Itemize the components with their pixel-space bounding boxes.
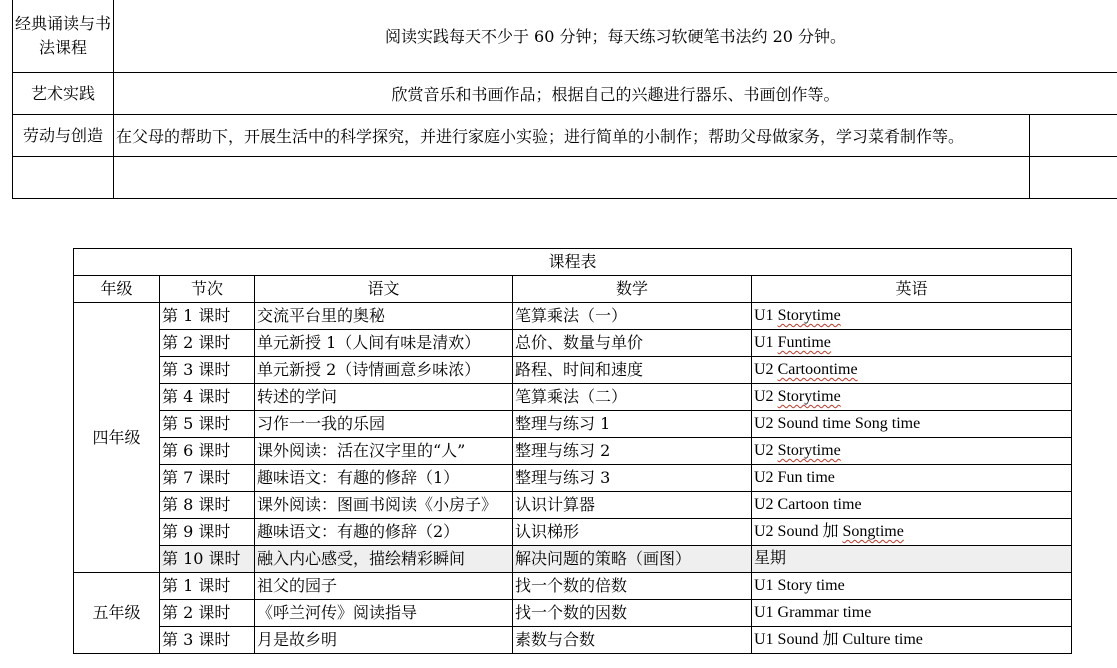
schedule-header-row xyxy=(74,276,1072,303)
activity-row xyxy=(13,0,1117,73)
activity-label: 艺术实践 xyxy=(13,73,114,115)
header-chinese: 语文 xyxy=(255,276,513,303)
english-text: U1 Sound 加 Culture time xyxy=(754,631,923,648)
english-text: U2 xyxy=(754,361,778,378)
activity-label xyxy=(13,157,114,199)
english-spellcheck-text: Cartoontime xyxy=(777,361,858,378)
english-spellcheck-text: Funtime xyxy=(777,334,831,351)
english-cell xyxy=(752,600,1072,627)
period-cell: 第 1 课时 xyxy=(160,573,255,600)
header-period: 节次 xyxy=(160,276,255,303)
chinese-cell: 趣味语文：有趣的修辞（2） xyxy=(255,519,513,546)
english-text: U2 Fun time xyxy=(754,469,835,486)
math-cell: 整理与练习 1 xyxy=(513,411,752,438)
period-cell: 第 10 课时 xyxy=(160,546,255,573)
table-row xyxy=(74,600,1072,627)
period-cell: 第 8 课时 xyxy=(160,492,255,519)
schedule-title: 课程表 xyxy=(74,249,1072,276)
empty-cell xyxy=(1030,157,1117,199)
period-cell: 第 6 课时 xyxy=(160,438,255,465)
empty-cell xyxy=(1030,115,1117,157)
math-cell: 总价、数量与单价 xyxy=(513,330,752,357)
math-cell: 找一个数的因数 xyxy=(513,600,752,627)
activity-row xyxy=(13,73,1117,115)
english-cell xyxy=(752,492,1072,519)
math-cell: 笔算乘法（一） xyxy=(513,303,752,330)
english-text: U2 xyxy=(754,442,778,459)
english-text: 星期 xyxy=(754,550,787,567)
activity-content xyxy=(114,157,1030,199)
period-cell: 第 3 课时 xyxy=(160,627,255,654)
english-spellcheck-text: Songtime xyxy=(842,523,904,540)
table-row xyxy=(74,384,1072,411)
english-spellcheck-text: Storytime xyxy=(777,442,841,459)
period-cell: 第 1 课时 xyxy=(160,303,255,330)
english-text: U1 xyxy=(754,334,778,351)
activity-label: 劳动与创造 xyxy=(13,115,114,157)
header-english: 英语 xyxy=(752,276,1072,303)
english-cell xyxy=(752,384,1072,411)
english-cell xyxy=(752,573,1072,600)
period-cell: 第 2 课时 xyxy=(160,330,255,357)
table-row xyxy=(74,330,1072,357)
chinese-cell: 单元新授 2（诗情画意乡味浓） xyxy=(255,357,513,384)
english-spellcheck-text: Storytime xyxy=(777,388,841,405)
math-cell: 素数与合数 xyxy=(513,627,752,654)
activity-content: 阅读实践每天不少于 60 分钟；每天练习软硬笔书法约 20 分钟。 xyxy=(114,0,1117,73)
english-text: U2 Sound time Song time xyxy=(754,415,921,432)
english-cell xyxy=(752,519,1072,546)
period-cell: 第 3 课时 xyxy=(160,357,255,384)
table-row xyxy=(74,492,1072,519)
math-cell: 认识计算器 xyxy=(513,492,752,519)
chinese-cell: 交流平台里的奥秘 xyxy=(255,303,513,330)
period-cell: 第 2 课时 xyxy=(160,600,255,627)
english-cell xyxy=(752,411,1072,438)
chinese-cell: 祖父的园子 xyxy=(255,573,513,600)
table-row xyxy=(74,357,1072,384)
header-grade: 年级 xyxy=(74,276,160,303)
english-cell xyxy=(752,357,1072,384)
math-cell: 整理与练习 2 xyxy=(513,438,752,465)
english-spellcheck-text: Storytime xyxy=(777,307,841,324)
activity-table xyxy=(12,0,1117,199)
chinese-cell: 课外阅读：活在汉字里的“人” xyxy=(255,438,513,465)
table-row xyxy=(74,411,1072,438)
activity-content: 在父母的帮助下，开展生活中的科学探究，并进行家庭小实验；进行简单的小制作；帮助父母做家务，学习菜肴制作等。 xyxy=(114,115,1030,157)
period-cell: 第 5 课时 xyxy=(160,411,255,438)
english-text: U1 Story time xyxy=(754,577,845,594)
english-cell xyxy=(752,303,1072,330)
table-row xyxy=(74,546,1072,573)
chinese-cell: 月是故乡明 xyxy=(255,627,513,654)
english-text: U2 xyxy=(754,388,778,405)
activity-label: 经典诵读与书法课程 xyxy=(13,0,114,73)
english-text: U2 Sound 加 xyxy=(754,523,843,540)
period-cell: 第 7 课时 xyxy=(160,465,255,492)
math-cell: 解决问题的策略（画图） xyxy=(513,546,752,573)
english-text: U1 Grammar time xyxy=(754,604,872,621)
grade-cell: 五年级 xyxy=(74,573,160,654)
math-cell: 整理与练习 3 xyxy=(513,465,752,492)
chinese-cell: 融入内心感受，描绘精彩瞬间 xyxy=(255,546,513,573)
english-cell xyxy=(752,330,1072,357)
table-row xyxy=(74,573,1072,600)
activity-content: 欣赏音乐和书画作品；根据自己的兴趣进行器乐、书画创作等。 xyxy=(114,73,1117,115)
activity-row xyxy=(13,115,1117,157)
table-row xyxy=(74,519,1072,546)
period-cell: 第 4 课时 xyxy=(160,384,255,411)
english-cell xyxy=(752,438,1072,465)
chinese-cell: 趣味语文：有趣的修辞（1） xyxy=(255,465,513,492)
period-cell: 第 9 课时 xyxy=(160,519,255,546)
table-row xyxy=(74,438,1072,465)
chinese-cell: 习作一一我的乐园 xyxy=(255,411,513,438)
table-row xyxy=(74,303,1072,330)
math-cell: 找一个数的倍数 xyxy=(513,573,752,600)
chinese-cell: 课外阅读：图画书阅读《小房子》 xyxy=(255,492,513,519)
table-row xyxy=(74,465,1072,492)
chinese-cell: 单元新授 1（人间有味是清欢） xyxy=(255,330,513,357)
english-text: U1 xyxy=(754,307,778,324)
math-cell: 笔算乘法（二） xyxy=(513,384,752,411)
schedule-table xyxy=(73,248,1072,654)
english-cell xyxy=(752,465,1072,492)
math-cell: 认识梯形 xyxy=(513,519,752,546)
english-cell xyxy=(752,546,1072,573)
math-cell: 路程、时间和速度 xyxy=(513,357,752,384)
header-math: 数学 xyxy=(513,276,752,303)
english-cell xyxy=(752,627,1072,654)
activity-row xyxy=(13,157,1117,199)
chinese-cell: 转述的学问 xyxy=(255,384,513,411)
table-row xyxy=(74,627,1072,654)
chinese-cell: 《呼兰河传》阅读指导 xyxy=(255,600,513,627)
english-text: U2 Cartoon time xyxy=(754,496,862,513)
grade-cell: 四年级 xyxy=(74,303,160,573)
